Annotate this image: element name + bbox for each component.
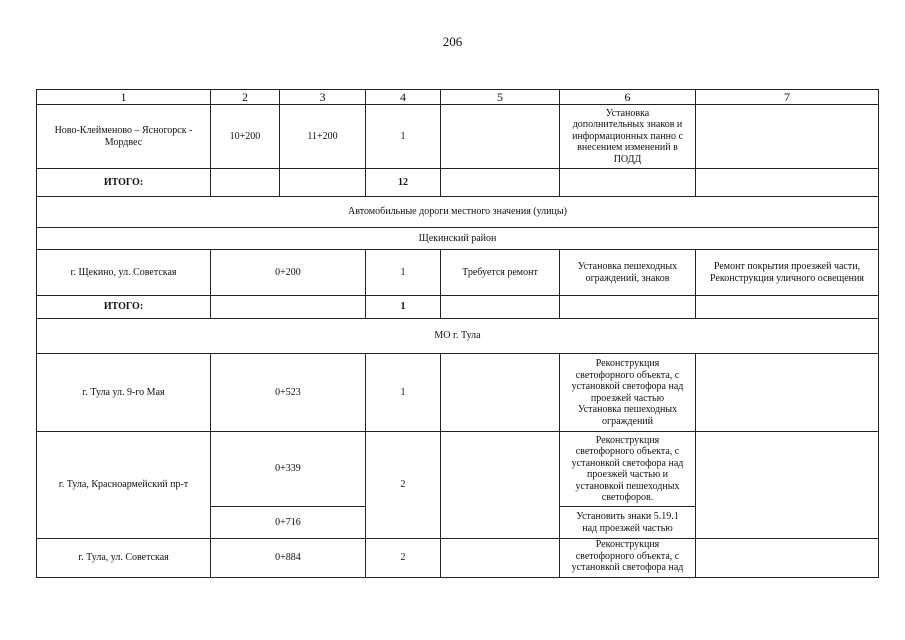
road-name: Ново-Клейменово – Ясногорск - Мордвес [37,105,211,169]
road-name: г. Тула ул. 9-го Мая [37,354,211,432]
header-col-5: 5 [441,90,560,105]
total-empty [211,169,280,197]
notes [696,354,878,432]
header-col-4: 4 [366,90,441,105]
total-empty [441,296,560,319]
condition: Требуется ремонт [441,250,560,296]
header-col-3: 3 [280,90,366,105]
km-location: 0+884 [211,539,366,577]
road-name: г. Щекино, ул. Советская [37,250,211,296]
total-count: 12 [366,169,441,197]
total-empty [211,296,366,319]
total-empty [280,169,366,197]
notes [696,105,878,169]
count: 2 [366,539,441,577]
km-location: 0+523 [211,354,366,432]
notes [696,432,878,539]
header-col-6: 6 [560,90,696,105]
km-start: 10+200 [211,105,280,169]
total-empty [560,296,696,319]
km-end: 11+200 [280,105,366,169]
total-label: ИТОГО: [37,169,211,197]
header-col-1: 1 [37,90,211,105]
header-col-2: 2 [211,90,280,105]
total-empty [560,169,696,197]
count: 1 [366,250,441,296]
km-location: 0+716 [211,507,366,539]
total-empty [696,296,878,319]
notes: Ремонт покрытия проезжей части, Реконструкция уличного освещения [696,250,878,296]
total-empty [441,169,560,197]
count: 2 [366,432,441,539]
measures: Установить знаки 5.19.1 над проезжей частью [560,507,696,539]
header-col-7: 7 [696,90,878,105]
district-title: МО г. Тула [37,319,878,354]
km-location: 0+339 [211,432,366,507]
inspection-table [36,89,879,578]
condition [441,432,560,539]
section-title: Автомобильные дороги местного значения (улицы) [37,197,878,228]
condition [441,539,560,577]
notes [696,539,878,577]
count: 1 [366,354,441,432]
road-name: г. Тула, Красноармейский пр-т [37,432,211,539]
km-location: 0+200 [211,250,366,296]
road-name: г. Тула, ул. Советская [37,539,211,577]
district-title: Щекинский район [37,228,878,250]
measures: Реконструкция светофорного объекта, с установкой светофора над проезжей частью и установкой пешеходных светофоров. [560,432,696,507]
measures: Установка пешеходных ограждений, знаков [560,250,696,296]
total-empty [696,169,878,197]
page-number: 206 [442,34,463,49]
condition [441,105,560,169]
count: 1 [366,105,441,169]
total-label: ИТОГО: [37,296,211,319]
measures: Установка дополнительных знаков и информационных панно с внесением изменений в ПОДД [560,105,696,169]
measures: Реконструкция светофорного объекта, с установкой светофора над [560,539,696,577]
total-count: 1 [366,296,441,319]
condition [441,354,560,432]
measures: Реконструкция светофорного объекта, с установкой светофора над проезжей частью Установка пешеходных ограждений [560,354,696,432]
